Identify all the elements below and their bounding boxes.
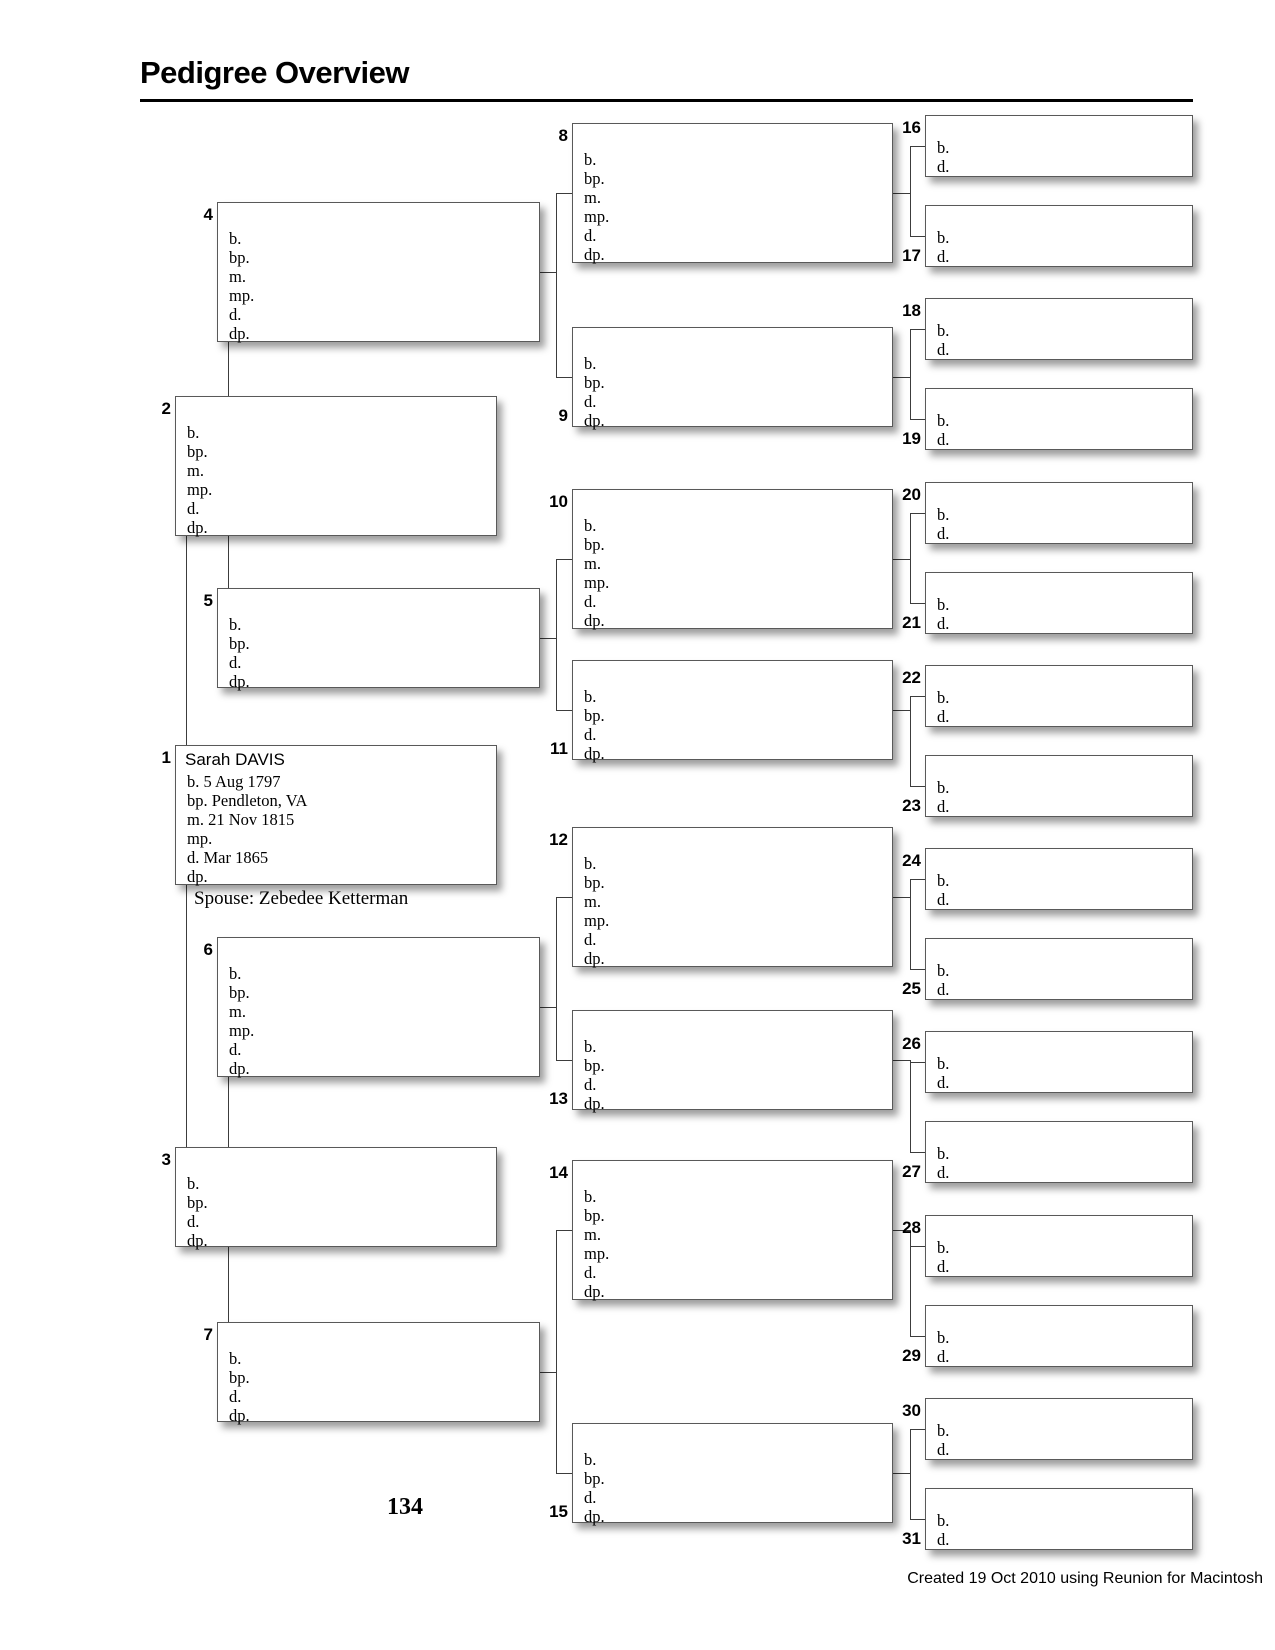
connector-parent-child	[228, 1247, 229, 1323]
person-box-8	[572, 123, 893, 263]
person-field: m.	[584, 554, 601, 573]
connector-bracket	[556, 193, 557, 378]
person-number: 5	[203, 591, 213, 610]
person-field: d.	[937, 247, 950, 266]
person-number: 19	[902, 429, 921, 448]
person-field: m. 21 Nov 1815	[187, 810, 295, 829]
person-field: dp.	[229, 1406, 250, 1425]
connector-child-stub	[893, 897, 911, 898]
person-name: Sarah DAVIS	[185, 750, 285, 769]
person-name	[926, 1124, 1192, 1144]
person-number: 2	[161, 399, 171, 418]
person-number: 3	[161, 1150, 171, 1169]
person-field: mp.	[229, 1021, 255, 1040]
title-underline	[140, 99, 1193, 102]
person-box-16	[925, 115, 1193, 177]
person-field: b.	[937, 228, 950, 247]
person-field: d. Mar 1865	[187, 848, 269, 867]
connector-bracket	[910, 1429, 911, 1520]
person-name	[176, 399, 496, 423]
person-number: 8	[558, 126, 568, 145]
person-field: b.	[584, 1450, 597, 1469]
person-number: 24	[902, 851, 921, 870]
person-number: 29	[902, 1346, 921, 1365]
person-field: d.	[937, 340, 950, 359]
person-box-15	[572, 1423, 893, 1526]
person-box-23	[925, 755, 1193, 817]
person-field: mp.	[187, 829, 213, 848]
person-box-30	[925, 1398, 1193, 1460]
connector-child-stub	[893, 1473, 911, 1474]
connector-bracket	[910, 879, 911, 970]
person-field: d.	[937, 524, 950, 543]
person-field: d.	[584, 725, 597, 744]
person-box-28	[925, 1215, 1193, 1277]
person-field: d.	[937, 1073, 950, 1092]
connector-mother-stub	[910, 603, 926, 604]
connector-father-stub	[910, 513, 926, 514]
person-number: 31	[902, 1529, 921, 1548]
person-field: d.	[584, 1263, 597, 1282]
person-field: bp.	[584, 169, 605, 188]
connector-mother-stub	[910, 1519, 926, 1520]
connector-bracket	[910, 696, 911, 787]
person-field: b.	[584, 1187, 597, 1206]
person-number: 14	[549, 1163, 568, 1182]
connector-child-stub	[540, 638, 557, 639]
person-field: bp.	[584, 1056, 605, 1075]
person-field: m.	[584, 188, 601, 207]
person-number: 17	[902, 246, 921, 265]
person-number: 13	[549, 1089, 568, 1108]
person-field: dp.	[584, 411, 605, 430]
person-field: dp.	[584, 1094, 605, 1113]
connector-father-stub	[910, 879, 926, 880]
person-name	[926, 1401, 1192, 1421]
person-number: 18	[902, 301, 921, 320]
person-field: dp.	[229, 1059, 250, 1078]
person-field: b.	[937, 138, 950, 157]
person-name	[573, 126, 892, 150]
person-box-9	[572, 327, 893, 430]
person-field: b.	[584, 854, 597, 873]
person-field: d.	[584, 930, 597, 949]
person-field: d.	[937, 1530, 950, 1549]
person-name	[926, 941, 1192, 961]
person-field: dp.	[584, 1507, 605, 1526]
connector-child-stub	[893, 193, 911, 194]
person-name	[573, 1426, 892, 1450]
person-field: m.	[584, 892, 601, 911]
person-box-25	[925, 938, 1193, 1000]
person-field: dp.	[187, 518, 208, 537]
person-name	[573, 1013, 892, 1037]
person-number: 12	[549, 830, 568, 849]
connector-mother-stub	[910, 1336, 926, 1337]
person-name	[573, 330, 892, 354]
person-field: d.	[584, 392, 597, 411]
connector-child-stub	[893, 1060, 911, 1061]
person-name	[573, 663, 892, 687]
connector-mother-stub	[556, 710, 573, 711]
person-field: bp.	[584, 535, 605, 554]
person-name	[926, 1308, 1192, 1328]
person-name	[176, 1150, 496, 1174]
person-field: bp.	[229, 248, 250, 267]
person-name	[926, 301, 1192, 321]
person-box-24	[925, 848, 1193, 910]
person-field: b.	[937, 1328, 950, 1347]
person-number: 22	[902, 668, 921, 687]
footer-credit: Created 19 Oct 2010 using Reunion for Macintosh	[907, 1570, 1263, 1587]
person-box-2	[175, 396, 497, 536]
person-box-22	[925, 665, 1193, 727]
person-field: b.	[937, 1144, 950, 1163]
person-box-4	[217, 202, 540, 342]
person-field: b.	[937, 505, 950, 524]
person-field: b.	[187, 1174, 200, 1193]
person-field: b.	[187, 423, 200, 442]
person-name	[926, 668, 1192, 688]
person-box-12	[572, 827, 893, 967]
person-number: 6	[203, 940, 213, 959]
person-number: 1	[161, 748, 171, 767]
person-name	[926, 485, 1192, 505]
person-field: dp.	[584, 744, 605, 763]
connector-child-stub	[893, 559, 911, 560]
person-box-6	[217, 937, 540, 1077]
person-name	[926, 118, 1192, 138]
person-box-7	[217, 1322, 540, 1425]
person-field: d.	[187, 1212, 200, 1231]
person-field: dp.	[187, 867, 208, 886]
person-box-17	[925, 205, 1193, 267]
person-field: b.	[229, 964, 242, 983]
person-field: bp.	[584, 1469, 605, 1488]
person-field: d.	[937, 980, 950, 999]
person-field: b.	[937, 871, 950, 890]
connector-father-stub	[556, 193, 573, 194]
person-field: bp.	[584, 1206, 605, 1225]
person-box-14	[572, 1160, 893, 1300]
person-field: bp.	[187, 1193, 208, 1212]
person-box-1	[175, 745, 497, 885]
person-field: d.	[229, 1040, 242, 1059]
person-field: dp.	[584, 949, 605, 968]
person-field: dp.	[187, 1231, 208, 1250]
person-field: mp.	[584, 573, 610, 592]
person-name	[218, 205, 539, 229]
person-number: 9	[558, 406, 568, 425]
person-name	[573, 830, 892, 854]
person-number: 21	[902, 613, 921, 632]
person-field: dp.	[584, 1282, 605, 1301]
person-field: dp.	[584, 611, 605, 630]
person-field: b.	[584, 516, 597, 535]
person-box-3	[175, 1147, 497, 1250]
person-field: bp.	[229, 634, 250, 653]
person-number: 7	[203, 1325, 213, 1344]
person-field: d.	[229, 653, 242, 672]
person-field: d.	[937, 430, 950, 449]
connector-father-stub	[556, 559, 573, 560]
person-field: d.	[937, 890, 950, 909]
person-box-19	[925, 388, 1193, 450]
connector-mother-stub	[910, 1152, 926, 1153]
person-field: b.	[937, 778, 950, 797]
connector-bracket	[556, 897, 557, 1061]
page-title: Pedigree Overview	[140, 55, 409, 90]
person-name	[573, 1163, 892, 1187]
person-field: bp.	[229, 1368, 250, 1387]
person-field: b.	[937, 961, 950, 980]
person-number: 15	[549, 1502, 568, 1521]
connector-child-stub	[540, 1372, 557, 1373]
person-field: mp.	[584, 207, 610, 226]
person-field: mp.	[584, 1244, 610, 1263]
person-name	[926, 575, 1192, 595]
person-name	[926, 1491, 1192, 1511]
person-box-29	[925, 1305, 1193, 1367]
person-field: b.	[937, 1054, 950, 1073]
person-box-20	[925, 482, 1193, 544]
person-name	[573, 492, 892, 516]
person-field: mp.	[187, 480, 213, 499]
person-field: d.	[584, 1488, 597, 1507]
connector-child-stub	[540, 272, 557, 273]
person-number: 11	[550, 739, 568, 758]
person-number: 25	[902, 979, 921, 998]
connector-father-stub	[556, 1230, 573, 1231]
person-field: d.	[937, 797, 950, 816]
connector-bracket	[910, 146, 911, 237]
person-field: d.	[937, 1347, 950, 1366]
person-field: b.	[937, 321, 950, 340]
connector-parent-child	[228, 1077, 229, 1148]
connector-parent-child	[228, 342, 229, 397]
person-field: m.	[584, 1225, 601, 1244]
person-number: 28	[902, 1218, 921, 1237]
connector-mother-stub	[910, 419, 926, 420]
connector-father-stub	[910, 696, 926, 697]
person-field: d.	[937, 1163, 950, 1182]
connector-child-stub	[893, 710, 911, 711]
person-box-31	[925, 1488, 1193, 1550]
person-field: dp.	[584, 245, 605, 264]
person-field: b.	[937, 1421, 950, 1440]
connector-mother-stub	[910, 969, 926, 970]
person-box-26	[925, 1031, 1193, 1093]
person-field: d.	[937, 157, 950, 176]
person-field: b.	[584, 1037, 597, 1056]
connector-bracket	[910, 513, 911, 604]
person-field: d.	[584, 592, 597, 611]
connector-mother-stub	[556, 1060, 573, 1061]
person-box-11	[572, 660, 893, 763]
person-field: b.	[584, 687, 597, 706]
connector-child-stub	[893, 377, 911, 378]
person-box-5	[217, 588, 540, 691]
person-name	[926, 1034, 1192, 1054]
person-field: d.	[937, 1440, 950, 1459]
person-field: d.	[937, 614, 950, 633]
person-name	[926, 851, 1192, 871]
connector-father-stub	[910, 146, 926, 147]
connector-child-stub	[540, 1007, 557, 1008]
person-field: dp.	[229, 324, 250, 343]
person-field: b.	[937, 1238, 950, 1257]
person-box-13	[572, 1010, 893, 1113]
person-field: b.	[937, 595, 950, 614]
person-field: b.	[584, 150, 597, 169]
person-field: b.	[229, 229, 242, 248]
person-field: m.	[229, 1002, 246, 1021]
person-number: 23	[902, 796, 921, 815]
person-field: d.	[937, 1257, 950, 1276]
connector-father-stub	[910, 329, 926, 330]
connector-mother-stub	[556, 377, 573, 378]
page-number: 134	[387, 1494, 423, 1520]
person-field: b.	[584, 354, 597, 373]
person-name	[926, 758, 1192, 778]
person-field: b.	[937, 1511, 950, 1530]
connector-father-stub	[910, 1429, 926, 1430]
person-field: d.	[937, 707, 950, 726]
person-field: mp.	[229, 286, 255, 305]
connector-bracket	[556, 1230, 557, 1474]
person-field: bp. Pendleton, VA	[187, 791, 308, 810]
person-box-10	[572, 489, 893, 629]
connector-mother-stub	[910, 786, 926, 787]
person-number: 16	[902, 118, 921, 137]
person-field: m.	[187, 461, 204, 480]
person-box-27	[925, 1121, 1193, 1183]
connector-bracket	[910, 1060, 911, 1153]
person-field: bp.	[584, 373, 605, 392]
spouse-note: Spouse: Zebedee Ketterman	[194, 888, 409, 909]
connector-mother-stub	[910, 236, 926, 237]
connector-parent-child	[186, 885, 187, 1148]
person-field: b.	[229, 1349, 242, 1368]
person-field: b.	[937, 411, 950, 430]
person-number: 4	[203, 205, 213, 224]
person-field: bp.	[584, 706, 605, 725]
person-field: d.	[584, 1075, 597, 1094]
person-name	[218, 591, 539, 615]
person-field: bp.	[187, 442, 208, 461]
connector-bracket	[910, 329, 911, 420]
person-name	[926, 1218, 1192, 1238]
connector-father-stub	[910, 1246, 926, 1247]
person-field: b. 5 Aug 1797	[187, 772, 281, 791]
connector-parent-child	[228, 536, 229, 589]
person-name	[218, 940, 539, 964]
person-name	[926, 208, 1192, 228]
connector-father-stub	[910, 1062, 926, 1063]
person-field: b.	[937, 688, 950, 707]
person-box-21	[925, 572, 1193, 634]
person-field: d.	[229, 305, 242, 324]
connector-bracket	[556, 559, 557, 711]
person-field: d.	[187, 499, 200, 518]
person-field: d.	[584, 226, 597, 245]
person-number: 30	[902, 1401, 921, 1420]
person-name	[218, 1325, 539, 1349]
person-field: d.	[229, 1387, 242, 1406]
person-field: b.	[229, 615, 242, 634]
person-field: mp.	[584, 911, 610, 930]
connector-father-stub	[556, 897, 573, 898]
person-number: 20	[902, 485, 921, 504]
person-box-18	[925, 298, 1193, 360]
person-field: bp.	[584, 873, 605, 892]
person-field: dp.	[229, 672, 250, 691]
person-number: 27	[902, 1162, 921, 1181]
person-name	[926, 391, 1192, 411]
connector-mother-stub	[556, 1473, 573, 1474]
person-number: 26	[902, 1034, 921, 1053]
person-field: bp.	[229, 983, 250, 1002]
connector-parent-child	[186, 536, 187, 746]
person-number: 10	[549, 492, 568, 511]
person-field: m.	[229, 267, 246, 286]
